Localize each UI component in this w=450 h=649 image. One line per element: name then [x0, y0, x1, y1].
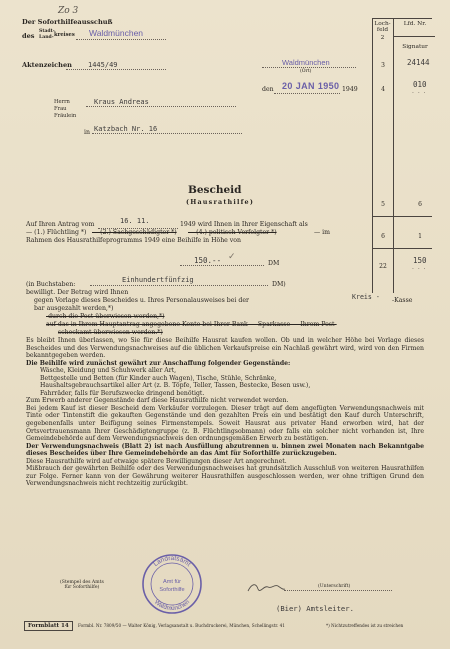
body-paragraph-4: Bei jedem Kauf ist dieser Bescheid dem Verkäufer vorzulegen. Dieser trägt auf dem angefügten Verwendungsnachweis mit Tinte oder Tintenstift die gekauften Gegenstände und den gezahlten Preis ein und bestätigt den Kauf durch Unterschrift, gegebenenfalls unter Beifügung seines Firmenstempels. Soweit Hausrat aus privater Hand erworben wird, hat der Ortsvertrauensmann Ihrer Geschädigtengruppe (z. B. Flüchtlingsobmann) oder falls ein solcher nicht vorhanden ist, Ihre Gemeindebehörde auf dem Verwendungsnachweis den ordnungsgemäßen Erwerb zu bestätigen.	[26, 404, 424, 443]
side-table-row4-left: 6	[381, 233, 385, 240]
official-seal	[140, 552, 204, 616]
authority-name: Der Soforthilfeausschuß	[22, 18, 113, 26]
payment-option-a-post: -Kasse	[392, 297, 413, 304]
pencil-check-mark: ✓	[228, 252, 236, 262]
file-number-dotted-line	[66, 69, 166, 70]
district-prefix-land: Land-	[39, 35, 54, 40]
den-label: den	[262, 86, 274, 93]
amount-words-label: (in Buchstaben:	[26, 281, 76, 288]
payment-granted: bewilligt. Der Betrag wird Ihnen	[26, 289, 129, 296]
side-table-mid-border	[393, 18, 394, 293]
form-number: Formblatt 14	[24, 621, 73, 631]
side-table-row1-right: 24144	[407, 58, 430, 67]
district-prefix-stadt: Stadt-	[39, 29, 55, 34]
district-suffix: kreises	[54, 32, 75, 38]
application-line2-end: — im	[314, 229, 331, 236]
recipient-name-dotted-line	[86, 106, 236, 107]
side-table-row5-right: 150	[413, 256, 427, 265]
place-dotted-line	[262, 67, 356, 68]
amount-words: Einhundertfünfzig	[122, 276, 194, 284]
payment-option-a-pre: gegen Vorlage dieses Bescheides u. Ihres Personalausweises bei der	[34, 297, 249, 304]
handwritten-signature	[246, 580, 286, 594]
payment-option-a-cash: bar ausgezahlt werden,*)	[34, 305, 114, 312]
signature-caption: (Unterschrift)	[318, 584, 351, 589]
grant-currency: DM	[268, 260, 280, 267]
recipient-name: Kraus Andreas	[94, 98, 149, 106]
body-paragraph-5: Der Verwendungsnachweis (Blatt 2) ist nach Ausfüllung abzutrennen u. binnen zwei Monaten nach Bekanntgabe dieses Bescheides über Ihre Gemeindebehörde an das Amt für Soforthilfe zurückzugeben.	[26, 442, 424, 458]
application-date: 16. 11.	[120, 217, 150, 225]
svg-text:Landratsamt	[152, 555, 192, 568]
place-stamp: Waldmünchen	[282, 58, 330, 67]
side-table-row2-left: 4	[381, 86, 385, 93]
side-table-row3-right: 6	[418, 201, 422, 208]
amount-words-dotted-line	[90, 285, 268, 286]
file-number-value: 1445/49	[88, 61, 118, 69]
body-paragraph-1: Es bleibt Ihnen überlassen, wo Sie für diese Beihilfe Hausrat kaufen wollen. Ob und in welcher Höhe bei Vorlage dieses Bescheides und des Verwendungsnachweises auf die üblichen Verkaufspreise ein Nachlaß gewährt wird, wird von den Firmen bekanntgegeben werden.	[26, 337, 424, 360]
side-table-top-border	[372, 18, 432, 19]
application-line1-pre: Auf Ihren Antrag vom	[26, 221, 95, 228]
body-paragraph-2: Die Beihilfe wird zunächst gewährt zur Anschaffung folgender Gegenstände:	[26, 359, 291, 367]
payment-option-bank-cont: scheckamt überwiesen werden.*)	[58, 329, 163, 336]
ort-label: (Ort)	[300, 69, 312, 74]
category-fluechtling: — (1.) Flüchtling *)	[26, 229, 87, 236]
signature-scribble	[246, 581, 286, 595]
date-stamp: 20 JAN 1950	[282, 81, 340, 91]
side-table-row-rule-2	[372, 248, 432, 249]
salutation-frau: Frau	[54, 106, 67, 112]
seal-text-top: Landratsamt	[152, 554, 192, 569]
des-label: des	[22, 32, 35, 40]
in-label: in	[84, 129, 90, 136]
salutation-herrn: Herrn	[54, 99, 70, 105]
item-2: Bettgestelle und Betten (für Kinder auch Wagen), Tische, Stühle, Schränke,	[40, 374, 277, 382]
recipient-address-dotted-line	[92, 133, 242, 134]
salutation-fraeulein: Fräulein	[54, 113, 77, 119]
side-table-row1-left: 3	[381, 62, 385, 69]
item-4: Fahrräder, falls für Berufszwecke dringend benötigt.	[40, 389, 205, 397]
item-3: Haushaltsgebrauchsartikel aller Art (z. B. Töpfe, Teller, Tassen, Bestecke, Besen usw.),	[40, 382, 311, 390]
payment-option-post: -durch die Post überwiesen werden,*)	[46, 313, 165, 320]
side-table-signatur-label: Signatur	[402, 44, 428, 50]
body-paragraph-3: Zum Erwerb anderer Gegenstände darf diese Hausrathilfe nicht verwendet werden.	[26, 397, 289, 405]
side-table-row3-left: 5	[381, 201, 385, 208]
payment-option-a-fill: Kreis -	[352, 293, 380, 301]
side-table-col2-header: Lfd. Nr.	[403, 21, 427, 27]
body-text-block	[26, 337, 424, 488]
official-seal-graphic	[140, 552, 204, 616]
document-title: Bescheid	[188, 184, 242, 196]
category-politisch-verfolgter: — (4.) politisch Verfolgter *)	[188, 229, 277, 236]
side-table-row5-left: 22	[379, 263, 387, 270]
footnote: *) Nichtzutreffendes ist zu streichen	[326, 623, 404, 628]
date-dotted-line	[274, 93, 340, 94]
printer-imprint: Formbl. Nr. 7809/50 — Walter König, Verlagsanstalt u. Buchdruckerei, München, Schellingstr. 41	[78, 623, 285, 628]
file-number-label: Aktenzeichen	[22, 61, 72, 69]
district-dotted-line	[76, 39, 166, 40]
side-table-row-rule-1	[372, 216, 432, 217]
recipient-address: Katzbach Nr. 16	[94, 125, 158, 133]
grant-amount-dotted-line	[180, 265, 264, 266]
signature-dotted-line	[284, 590, 392, 591]
side-table-row2-dots: . . .	[412, 88, 427, 95]
side-table-col1-top-number: 2	[380, 35, 385, 41]
item-1: Wäsche, Kleidung und Schuhwerk aller Art,	[40, 367, 177, 375]
amount-words-suffix: DM)	[272, 281, 286, 288]
seal-caption: (Stempel des Amts für Soforthilfe)	[60, 580, 104, 591]
grant-amount: 150.--	[194, 256, 222, 265]
category-sachgeschaedigter: — (2.) Sachgeschädigter *)	[92, 229, 177, 236]
handwritten-reference: Zo 3	[58, 6, 79, 16]
side-table-signatur-rule	[393, 36, 435, 37]
body-paragraph-7: Mißbrauch der gewährten Beihilfe oder des Verwendungsnachweises hat grundsätzlich Ausschluß von weiteren Hausrathilfen zur Folge. Ferner kann von der Gewährung weiterer Hausrathilfen ausgeschlossen werden, wer ohne triftigen Grund den Verwendungsnachweis nicht rechtzeitig zurückgibt.	[26, 465, 424, 488]
side-table-col1-header: Loch- feld	[374, 21, 391, 34]
payment-option-bank: auf das in Ihrem Hauptantrag angegebene Konto bei Ihrer Bank — Sparkasse — Ihrem Post-	[46, 321, 337, 328]
side-table-row5-dots: . . .	[412, 264, 427, 271]
signer-name: (Bier) Amtsleiter.	[276, 604, 354, 613]
body-paragraph-6: Diese Hausrathilfe wird auf etwaige spätere Bewilligungen dieser Art angerechnet.	[26, 457, 287, 465]
document-subtitle: (Hausrathilfe)	[186, 198, 255, 206]
seal-text-mid1: Amt für	[162, 579, 182, 585]
side-table-row2-right: 010	[413, 80, 427, 89]
date-year-suffix: 1949	[342, 86, 358, 93]
seal-text-bottom: Waldmünchen	[152, 598, 192, 613]
application-line1-post: 1949 wird Ihnen in Ihrer Eigenschaft als	[180, 221, 308, 228]
district-name-stamp: Waldmünchen	[89, 28, 144, 38]
application-line3: Rahmen des Hausrathilfeprogramms 1949 eine Beihilfe in Höhe von	[26, 237, 242, 244]
side-table-row4-right: 1	[418, 233, 422, 240]
seal-text-mid2: Soforthilfe	[159, 587, 185, 593]
side-table-left-border	[372, 18, 373, 293]
